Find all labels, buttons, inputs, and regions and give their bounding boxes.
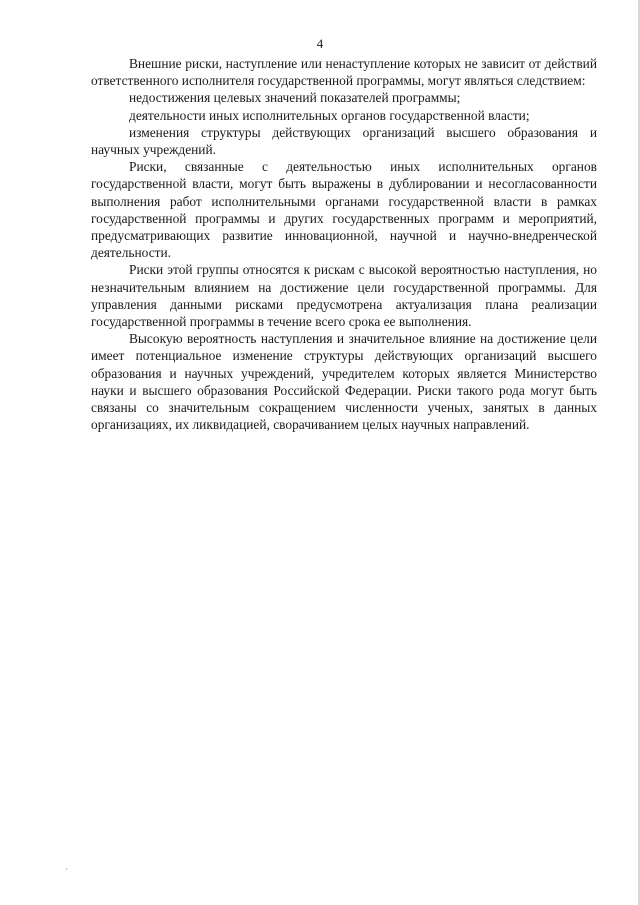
scan-artifact: [66, 868, 67, 870]
document-body: [91, 55, 597, 433]
paragraph-risk-item-indicators: недостижения целевых значений показателей программы;: [129, 90, 461, 106]
paragraph-risk-item-structure-change: изменения структуры действующих организаций высшего образования и научных учреждений.: [91, 124, 597, 158]
paragraph-risk-group-probability: Риски этой группы относятся к рискам с высокой вероятностью наступления, но незначительным влиянием на достижение цели государственной программы. Для управления данными рисками предусмотрена актуализация плана реализации государственной программы в течение всего срока ее выполнения.: [91, 262, 597, 330]
paragraph-authorities-risks: Риски, связанные с деятельностью иных исполнительных органов государственной власти, могут быть выражены в дублировании и несогласованности выполнения работ исполнительными органами государственной власти в рамках государственной программы и других государственных программ и мероприятий, предусматривающих развитие инновационной, научной и научно-внедренческой деятельности.: [91, 159, 597, 261]
paragraph-high-probability-risks: Высокую вероятность наступления и значительное влияние на достижение цели имеет потенциальное изменение структуры действующих организаций высшего образования и научных учреждений, учредителем которых является Министерство науки и высшего образования Российской Федерации. Риски такого рода могут быть связаны со значительным сокращением численности ученых, занятых в данных организациях, их ликвидацией, сворачиванием целых научных направлений.: [91, 331, 597, 433]
page-number: 4: [316, 36, 324, 51]
paragraph-external-risks-intro: Внешние риски, наступление или ненаступление которых не зависит от действий ответственного исполнителя государственной программы, могут являться следствием:: [91, 56, 597, 89]
paragraph-risk-item-other-authorities: деятельности иных исполнительных органов государственной власти;: [129, 107, 530, 123]
